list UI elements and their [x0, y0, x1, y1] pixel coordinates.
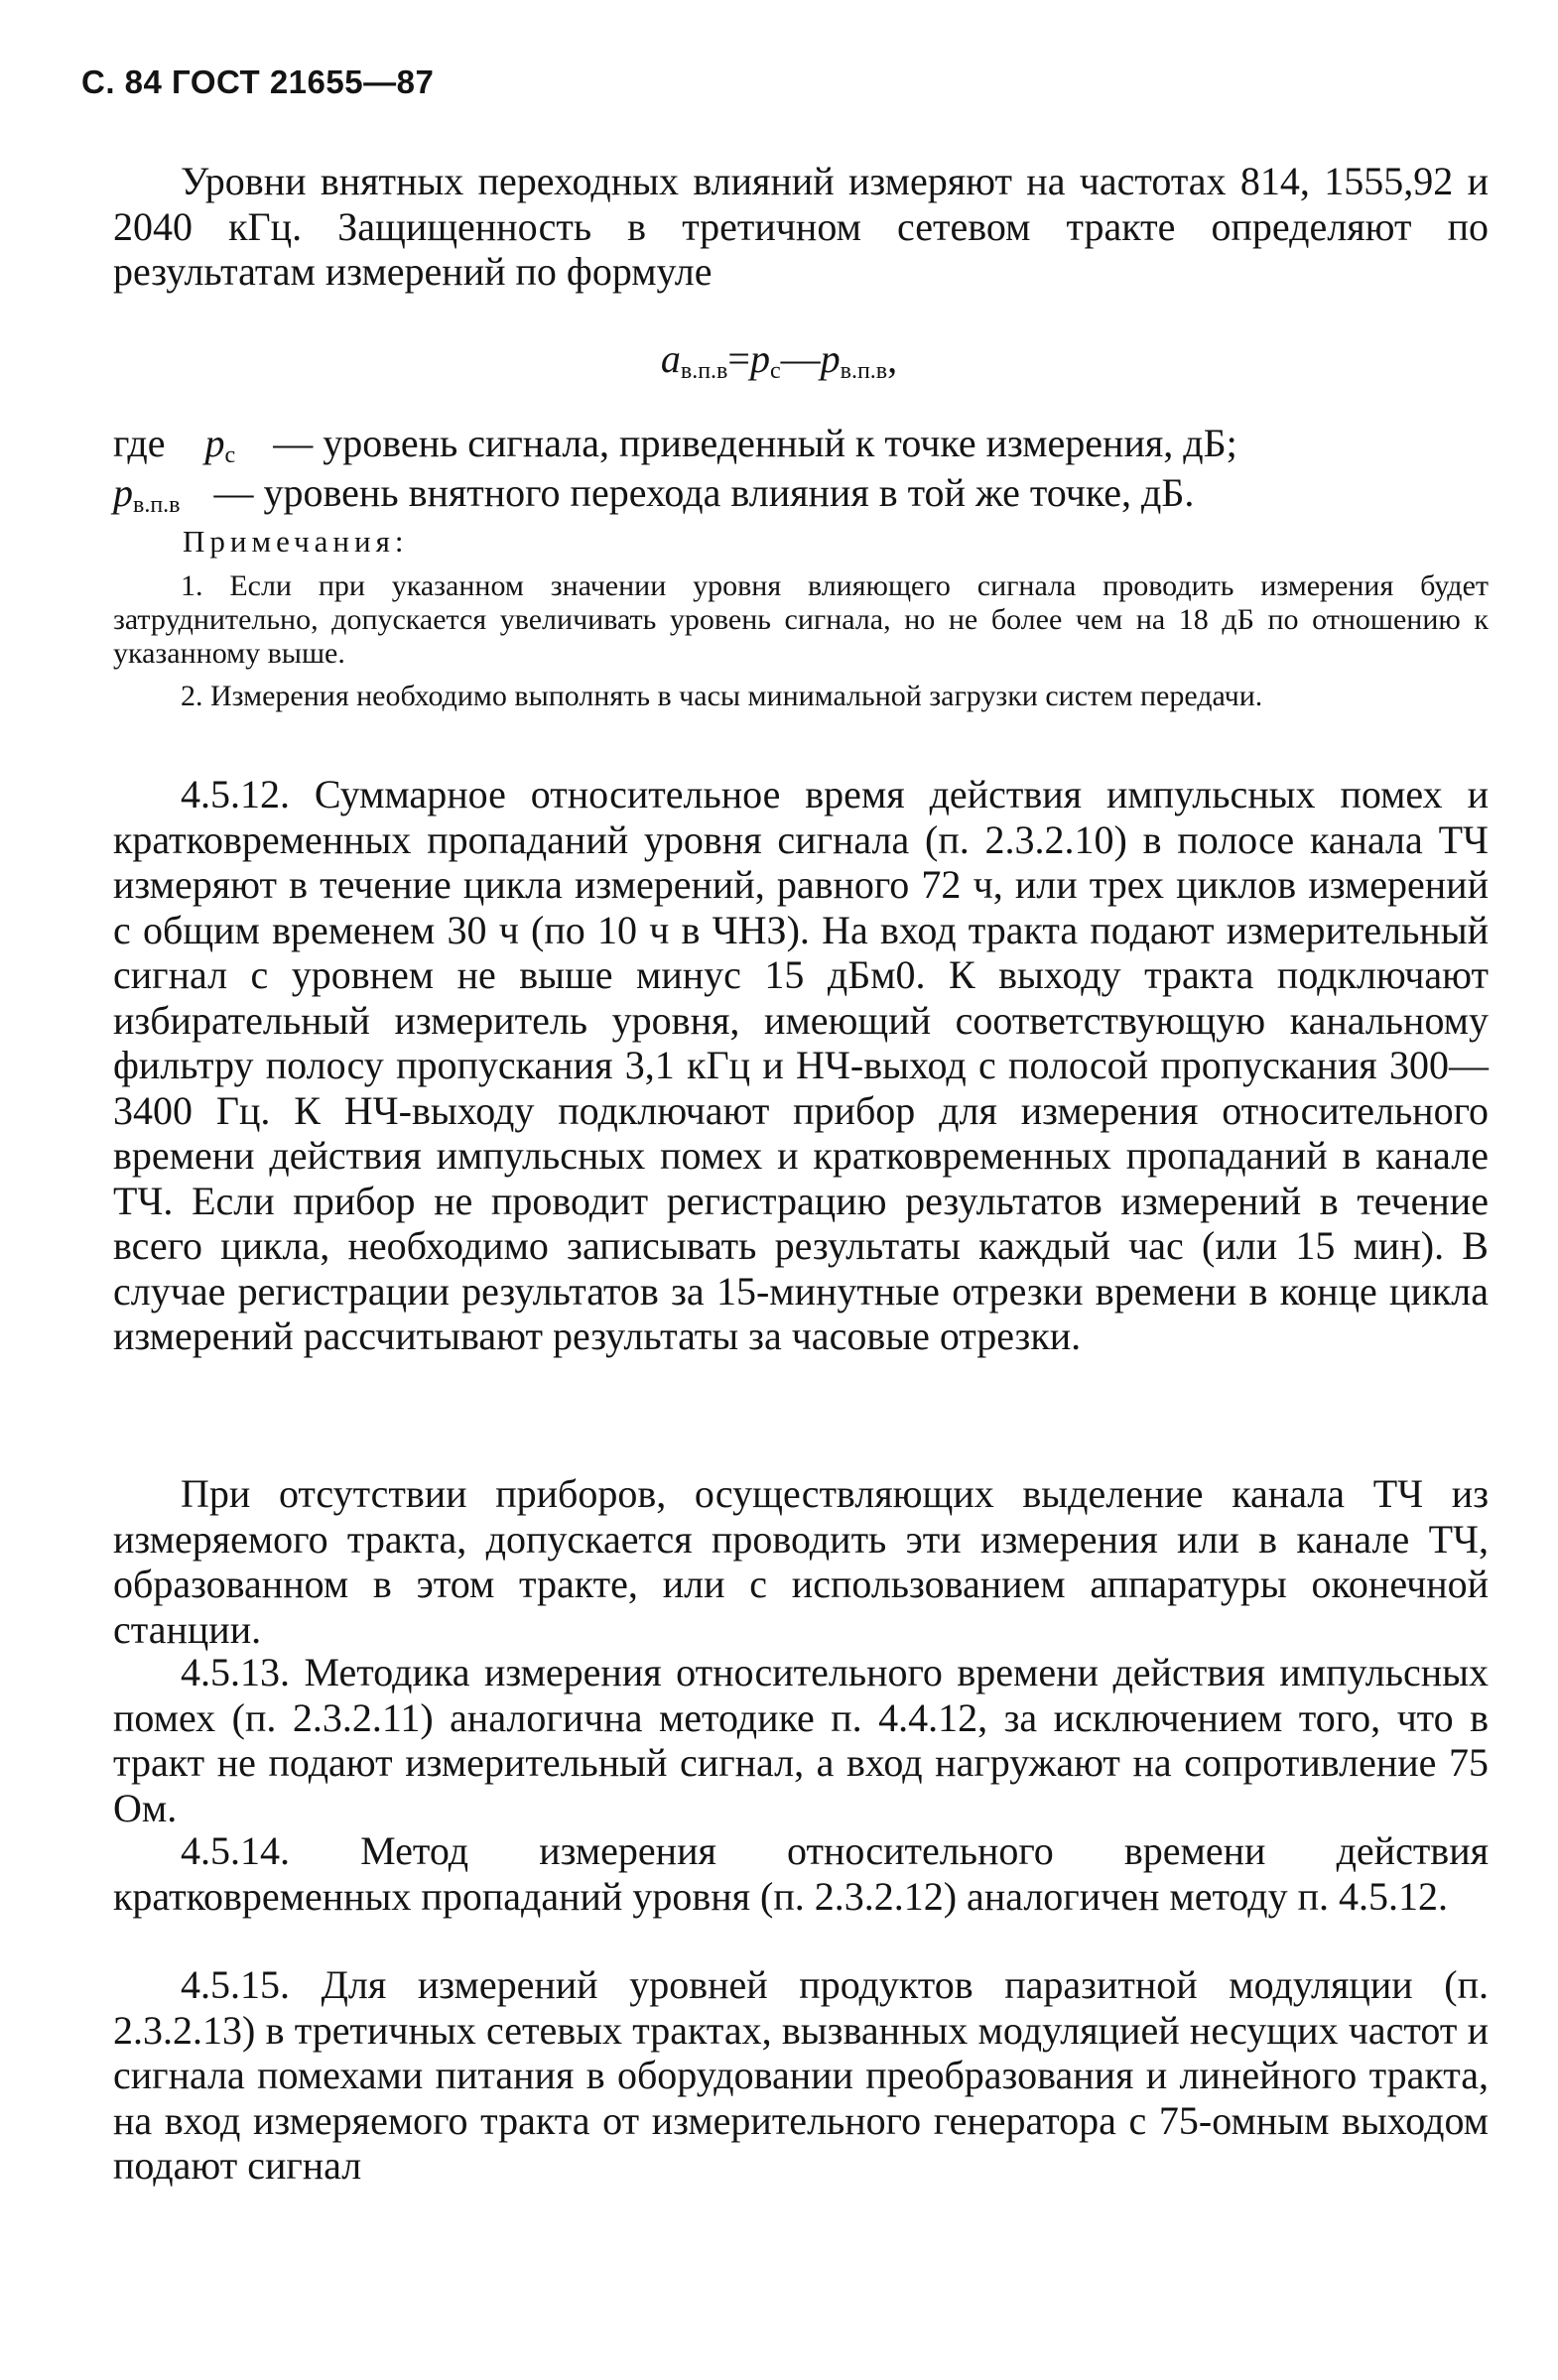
section-4-5-12-block: [113, 772, 1489, 1359]
where-row-2: [113, 470, 1194, 528]
section-alternative-block: [113, 1471, 1489, 1652]
intro-block: [113, 159, 1489, 295]
notes-title: Примечания:: [183, 524, 409, 559]
note-item-2: 2. Измерения необходимо выполнять в часы минимальной загрузки систем передачи.: [181, 680, 1263, 712]
paragraph-4-5-12: 4.5.12. Суммарное относительное время действия импульсных помех и кратковременных пропаданий уровня сигнала (п. 2.3.2.10) в полосе канала ТЧ измеряют в течение цикла измерений, равного 72 ч, или трех циклов измерений с общим временем 30 ч (по 10 ч в ЧНЗ). На вход тракта подают измерительный сигнал с уровнем не выше минус 15 дБм0. К выходу тракта подключают избирательный измеритель уровня, имеющий соответствующую канальному фильтру полосу пропускания 3,1 кГц и НЧ-выход с полосой пропускания 300—3400 Гц. К НЧ-выходу подключают прибор для измерения относительного времени действия импульсных помех и кратковременных пропаданий в канале ТЧ. Если прибор не проводит регистрацию результатов измерений в течение всего цикла, необходимо записывать результаты каждый час (или 15 мин). В случае регистрации результатов за 15-минутные отрезки времени в конце цикла измерений рассчитывают результаты за часовые отрезки.: [113, 772, 1489, 1358]
paragraph-4-5-15: 4.5.15. Для измерений уровней продуктов паразитной модуляции (п. 2.3.2.13) в третичных сетевых трактах, вызванных модуляцией несущих частот и сигнала помехами питания в оборудовании преобразования и линейного тракта, на вход измеряемого тракта от измерительного генератора с 75-омным выходом подают сигнал: [113, 1962, 1489, 2188]
paragraph-4-5-13: 4.5.13. Методика измерения относительного времени действия импульсных помех (п. 2.3.2.11) аналогична методике п. 4.4.12, за исключением того, что в тракт не подают измерительный сигнал, а вход нагружают на сопротивление 75 Ом.: [113, 1650, 1489, 1830]
intro-paragraph: Уровни внятных переходных влияний измеряют на частотах 814, 1555,92 и 2040 кГц. Защищенность в третичном сетевом тракте определяют по результатам измерений по формуле: [113, 159, 1489, 294]
formula-lhs: a: [660, 336, 681, 381]
formula: [0, 335, 1558, 385]
formula-p2-sub: в.п.в: [840, 358, 888, 384]
formula-eq: =: [727, 336, 750, 381]
formula-p1: p: [749, 336, 770, 381]
where-symbol-pc: $p_с$: [204, 421, 236, 468]
note-item-1: 1. Если при указанном значении уровня влияющего сигнала проводить измерения будет затруднительно, допускается увеличивать уровень сигнала, но не более чем на 18 дБ по отношению к указанному выше.: [113, 569, 1489, 670]
section-4-5-15-block: [113, 1962, 1489, 2189]
formula-lhs-sub: в.п.в: [680, 358, 728, 384]
where-symbol-pvpv: $p_{в.п.в}$: [113, 470, 181, 518]
paragraph-4-5-14: 4.5.14. Метод измерения относительного времени действия кратковременных пропаданий уровня (п. 2.3.2.12) аналогичен методу п. 4.5.12.: [113, 1828, 1489, 1919]
formula-p1-sub: с: [769, 358, 781, 384]
section-4-5-14-block: [113, 1828, 1489, 1919]
where-definition-pc: — уровень сигнала, приведенный к точке измерения, дБ;: [273, 421, 1237, 465]
formula-end: ,: [887, 336, 898, 381]
where-definition-pvpv: — уровень внятного перехода влияния в той же точке, дБ.: [213, 470, 1195, 515]
where-word: где: [113, 421, 166, 465]
section-4-5-13-block: [113, 1650, 1489, 1830]
formula-minus: —: [780, 336, 821, 381]
page-header: С. 84 ГОСТ 21655—87: [81, 63, 435, 100]
formula-p2: p: [820, 336, 841, 381]
paragraph-no-devices: При отсутствии приборов, осуществляющих выделение канала ТЧ из измеряемого тракта, допускается проводить эти измерения или в канале ТЧ, образованном в этом тракте, или с использованием аппаратуры оконечной станции.: [113, 1471, 1489, 1652]
